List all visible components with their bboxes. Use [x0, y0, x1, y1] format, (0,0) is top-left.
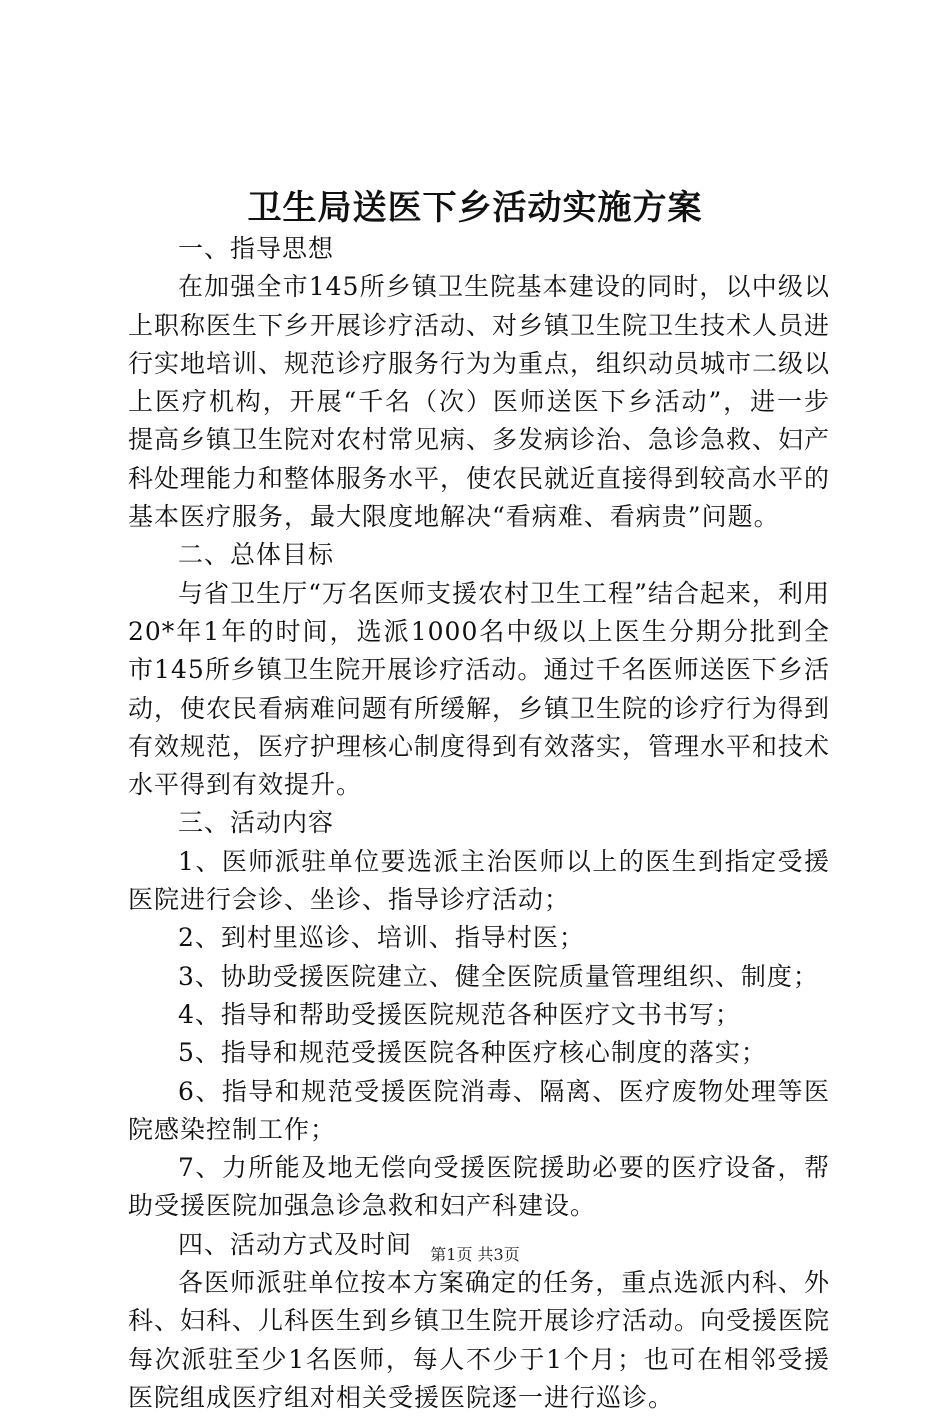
section-heading-method-and-time: 四、活动方式及时间 [178, 1229, 413, 1259]
section-heading-guiding-thought: 一、指导思想 [178, 234, 335, 263]
list-item-activity-7: 7、力所能及地无偿向受援医院援助必要的医疗设备，帮助受援医院加强急诊急救和妇产科建设。 [128, 1153, 830, 1221]
paragraph-method-and-time: 各医师派驻单位按本方案确定的任务，重点选派内科、外科、妇科、儿科医生到乡镇卫生院开展诊疗活动。向受援医院每次派驻至少1名医师，每人不少于1个月；也可在相邻受援医院组成医疗组对相关受援医院逐一进行巡诊。 [128, 1268, 831, 1412]
paragraph-overall-goal: 与省卫生厅“万名医师支援农村卫生工程”结合起来，利用20*年1年的时间，选派1000名中级以上医生分期分批到全市145所乡镇卫生院开展诊疗活动。通过千名医师送医下乡活动，使农民看病难问题有所缓解，乡镇卫生院的诊疗行为得到有效规范，医疗护理核心制度得到有效落实，管理水平和技术水平得到有效提升。 [128, 578, 831, 800]
list-item-activity-2: 2、到村里巡诊、培训、指导村医； [178, 923, 585, 953]
list-item-activity-4: 4、指导和帮助受援医院规范各种医疗文书书写； [178, 999, 741, 1029]
document-title: 卫生局送医下乡活动实施方案 [247, 188, 703, 228]
list-item-activity-5: 5、指导和规范受援医院各种医疗核心制度的落实； [178, 1038, 767, 1068]
document-body [128, 230, 830, 1417]
list-item-activity-6: 6、指导和规范受援医院消毒、隔离、医疗废物处理等医院感染控制工作； [128, 1076, 830, 1144]
section-heading-activity-content: 三、活动内容 [178, 808, 335, 838]
paragraph-guiding-thought: 在加强全市145所乡镇卫生院基本建设的同时，以中级以上职称医生下乡开展诊疗活动、对乡镇卫生院卫生技术人员进行实地培训、规范诊疗服务行为为重点，组织动员城市二级以上医疗机构，开展“千名（次）医师送医下乡活动”，进一步提高乡镇卫生院对农村常见病、多发病诊治、急诊急救、妇产科处理能力和整体服务水平，使农民就近直接得到较高水平的基本医疗服务，最大限度地解决“看病难、看病贵”问题。 [128, 272, 831, 532]
section-heading-overall-goal: 二、总体目标 [178, 540, 335, 570]
list-item-activity-1: 1、医师派驻单位要选派主治医师以上的医生到指定受援医院进行会诊、坐诊、指导诊疗活动； [128, 846, 830, 915]
page-number-footer: 第1页 共3页 [430, 1245, 520, 1264]
list-item-activity-3: 3、协助受援医院建立、健全医院质量管理组织、制度； [178, 961, 819, 991]
